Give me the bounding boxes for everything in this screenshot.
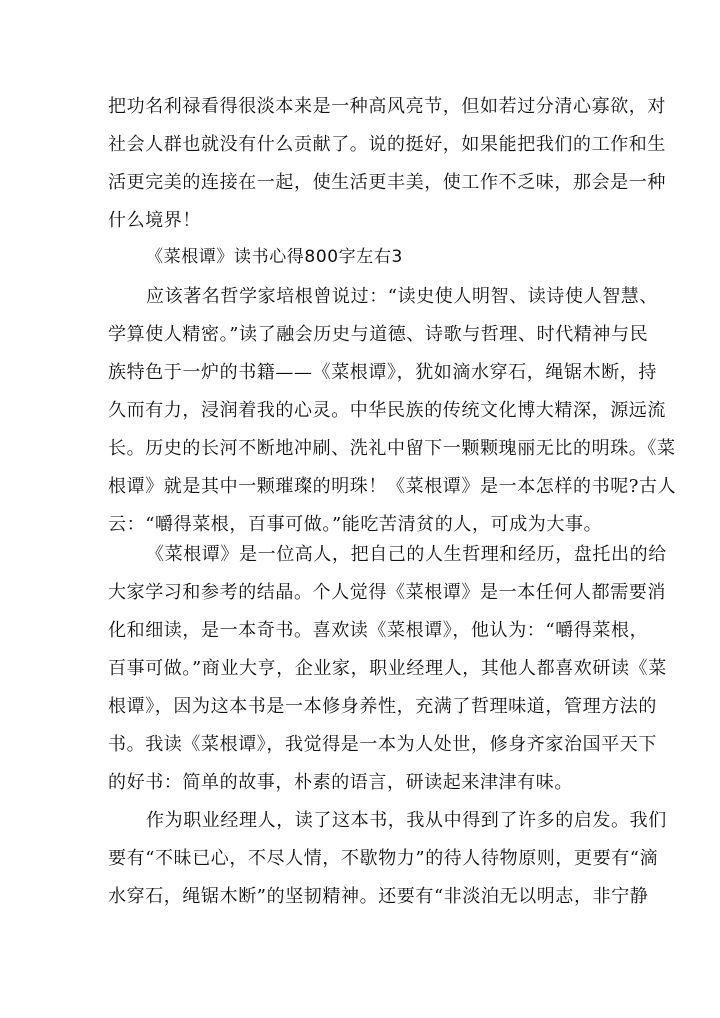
paragraph-line: 根谭》，因为这本书是一本修身养性，充满了哲理味道，管理方法的 [108,696,657,717]
paragraph-2 [108,278,677,544]
paragraph-line: 作为职业经理人，读了这本书，我从中得到了许多的启发。我们 [146,810,667,831]
paragraph-line: 根谭》就是其中一颗璀璨的明珠！《菜根谭》是一本怎样的书呢?古人 [108,476,677,497]
paragraph-line: 百事可做。”商业大亨，企业家，职业经理人，其他人都喜欢研读《菜 [108,658,667,679]
paragraph-line: 《菜根谭》是一位高人，把自己的人生哲理和经历，盘托出的给 [146,544,667,565]
paragraph-line: 活更完美的连接在一起，使生活更丰美，使工作不乏味，那会是一种 [108,172,666,193]
section-heading [108,238,608,276]
paragraph-line: 长。历史的长河不断地冲刷、洗礼中留下一颗颗瑰丽无比的明珠。《菜 [108,438,676,459]
paragraph-line: 水穿石，绳锯木断”的坚韧精神。还要有“非淡泊无以明志，非宁静 [108,886,649,907]
paragraph-line: 要有“不昧已心，不尽人情，不歇物力”的待人待物原则，更要有“滴 [108,848,659,869]
paragraph-line: 久而有力，浸润着我的心灵。中华民族的传统文化博大精深，源远流 [108,400,666,421]
paragraph-line: 应该著名哲学家培根曾说过：“读史使人明智、读诗使人智慧、 [146,286,658,307]
paragraph-line: 的好书：简单的故事，朴素的语言，研读起来津津有味。 [108,772,573,793]
heading-text: 《菜根谭》读书心得800字左右3 [146,247,403,267]
paragraph-line: 云：“嚼得菜根，百事可做。”能吃苦清贫的人，可成为大事。 [108,514,603,535]
paragraph-line: 大家学习和参考的结晶。个人觉得《菜根谭》是一本任何人都需要消 [108,582,666,603]
paragraph-line: 什么境界！ [108,210,201,231]
paragraph-line: 书。我读《菜根谭》，我觉得是一本为人处世，修身齐家治国平天下 [108,734,657,755]
paragraph-4 [108,802,667,916]
paragraph-line: 把功名利禄看得很淡本来是一种高风亮节，但如若过分清心寡欲，对 [108,96,666,117]
paragraph-line: 学算使人精密。”读了融会历史与道德、诗歌与哲理、时代精神与民 [108,324,649,345]
paragraph-3 [108,536,667,802]
paragraph-1 [108,88,666,240]
paragraph-line: 化和细读，是一本奇书。喜欢读《菜根谭》，他认为：“嚼得菜根， [108,620,649,641]
paragraph-line: 族特色于一炉的书籍——《菜根谭》，犹如滴水穿石，绳锯木断，持 [108,362,657,383]
paragraph-line: 社会人群也就没有什么贡献了。说的挺好，如果能把我们的工作和生 [108,134,666,155]
